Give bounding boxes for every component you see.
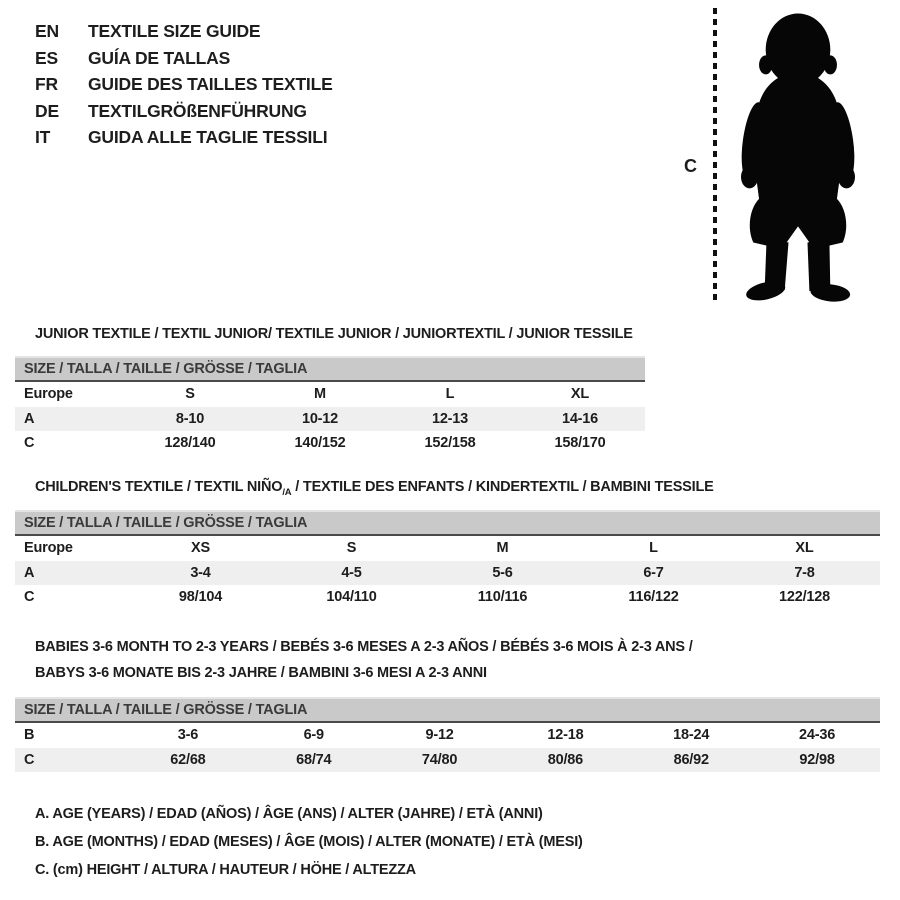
row-label: A [15, 407, 125, 432]
table-cell: 6-9 [303, 727, 324, 744]
table-cell: 8-10 [125, 407, 255, 432]
table-cell: 14-16 [515, 407, 645, 432]
section-title-children-post: / TEXTILE DES ENFANTS / KINDERTEXTIL / BAMBINI TESSILE [291, 479, 714, 495]
language-label: TEXTILE SIZE GUIDE [88, 21, 261, 41]
section-title-children-sub: /A [282, 486, 292, 498]
language-code: ES [35, 47, 58, 68]
language-row-it [35, 124, 333, 151]
height-dotted-line [713, 8, 717, 304]
table-cell: 80/86 [502, 748, 628, 773]
height-label-c: C [684, 156, 697, 176]
table-cell: 68/74 [251, 748, 377, 773]
table-row-height [15, 585, 880, 610]
row-label: C [15, 748, 125, 773]
row-label: Europe [24, 540, 73, 557]
language-row-en [35, 18, 333, 45]
table-cell: 92/98 [754, 748, 880, 773]
size-header-bar: SIZE / TALLA / TAILLE / GRÖSSE / TAGLIA [15, 356, 645, 382]
table-cell: 116/122 [628, 589, 679, 606]
measurement-legend [35, 800, 583, 884]
table-cell: 9-12 [425, 727, 454, 744]
size-table-babies [15, 697, 880, 772]
standing-toddler-silhouette-icon [722, 8, 874, 306]
language-label: TEXTILGRÖßENFÜHRUNG [88, 100, 307, 121]
table-cell: L [649, 540, 658, 557]
table-cell: S [185, 386, 195, 403]
table-row-age [15, 561, 880, 586]
row-label: C [24, 435, 35, 452]
row-label: B [24, 727, 35, 744]
table-row-height [15, 431, 645, 456]
table-cell: 152/158 [424, 435, 476, 452]
table-row-europe [15, 382, 645, 407]
table-cell: 4-5 [276, 561, 427, 586]
row-label: A [15, 561, 125, 586]
row-label: Europe [24, 386, 73, 403]
language-label: GUIDA ALLE TAGLIE TESSILI [88, 127, 328, 148]
legend-line-a: A. AGE (YEARS) / EDAD (AÑOS) / ÂGE (ANS) / ALTER (JAHRE) / ETÀ (ANNI) [35, 806, 543, 822]
table-cell: S [346, 540, 357, 557]
table-cell: 7-8 [729, 561, 880, 586]
table-cell: 86/92 [628, 748, 754, 773]
section-title-babies-line1: BABIES 3-6 MONTH TO 2-3 YEARS / BEBÉS 3-6 MESES A 2-3 AÑOS / BÉBÉS 3-6 MOIS À 2-3 ANS / [35, 639, 693, 655]
language-code: IT [35, 127, 51, 148]
language-row-de [35, 98, 333, 125]
language-code: FR [35, 74, 58, 95]
table-row-europe [15, 536, 880, 561]
row-label: C [24, 589, 35, 606]
table-cell: 3-4 [125, 561, 276, 586]
table-cell: 12-13 [385, 407, 515, 432]
table-cell: 5-6 [427, 561, 578, 586]
section-title-children [35, 479, 714, 498]
legend-line-b: B. AGE (MONTHS) / EDAD (MESES) / ÂGE (MOIS) / ALTER (MONATE) / ETÀ (MESI) [35, 834, 583, 850]
language-row-es [35, 45, 333, 72]
language-label: GUÍA DE TALLAS [88, 47, 231, 68]
table-cell: 18-24 [673, 727, 710, 744]
table-cell: 62/68 [125, 748, 251, 773]
table-cell: M [496, 540, 509, 557]
size-header-bar: SIZE / TALLA / TAILLE / GRÖSSE / TAGLIA [15, 697, 880, 723]
height-reference-figure [670, 6, 880, 308]
section-title-junior: JUNIOR TEXTILE / TEXTIL JUNIOR/ TEXTILE JUNIOR / JUNIORTEXTIL / JUNIOR TESSILE [35, 326, 633, 342]
section-title-babies [35, 634, 693, 686]
size-table-children [15, 510, 880, 610]
table-row-months [15, 723, 880, 748]
table-cell: 12-18 [547, 727, 584, 744]
table-cell: 122/128 [778, 589, 830, 606]
table-cell: 98/104 [178, 589, 223, 606]
table-cell: 6-7 [578, 561, 729, 586]
section-title-babies-line2: BABYS 3-6 MONATE BIS 2-3 JAHRE / BAMBINI 3-6 MESI A 2-3 ANNI [35, 665, 487, 681]
table-row-height [15, 748, 880, 773]
language-code: DE [35, 100, 59, 121]
table-cell: 158/170 [554, 435, 606, 452]
language-code: EN [35, 21, 59, 41]
language-row-fr [35, 71, 333, 98]
size-table-junior [15, 356, 645, 456]
language-label: GUIDE DES TAILLES TEXTILE [88, 74, 333, 95]
size-header-bar: SIZE / TALLA / TAILLE / GRÖSSE / TAGLIA [15, 510, 880, 536]
table-cell: 140/152 [294, 435, 346, 452]
table-cell: L [445, 386, 455, 403]
table-cell: M [314, 386, 326, 403]
legend-line-c: C. (cm) HEIGHT / ALTURA / HAUTEUR / HÖHE / ALTEZZA [35, 862, 416, 878]
table-cell: XS [191, 540, 210, 557]
table-cell: 128/140 [164, 435, 216, 452]
table-cell: XL [795, 540, 814, 557]
table-cell: 3-6 [177, 727, 199, 744]
table-cell: 104/110 [326, 589, 377, 606]
table-cell: XL [570, 386, 590, 403]
table-cell: 74/80 [377, 748, 503, 773]
language-title-list [35, 18, 333, 151]
table-cell: 110/116 [477, 589, 528, 606]
table-cell: 10-12 [255, 407, 385, 432]
section-title-children-pre: CHILDREN'S TEXTILE / TEXTIL NIÑO [35, 479, 283, 495]
table-row-age [15, 407, 645, 432]
table-cell: 24-36 [799, 727, 836, 744]
